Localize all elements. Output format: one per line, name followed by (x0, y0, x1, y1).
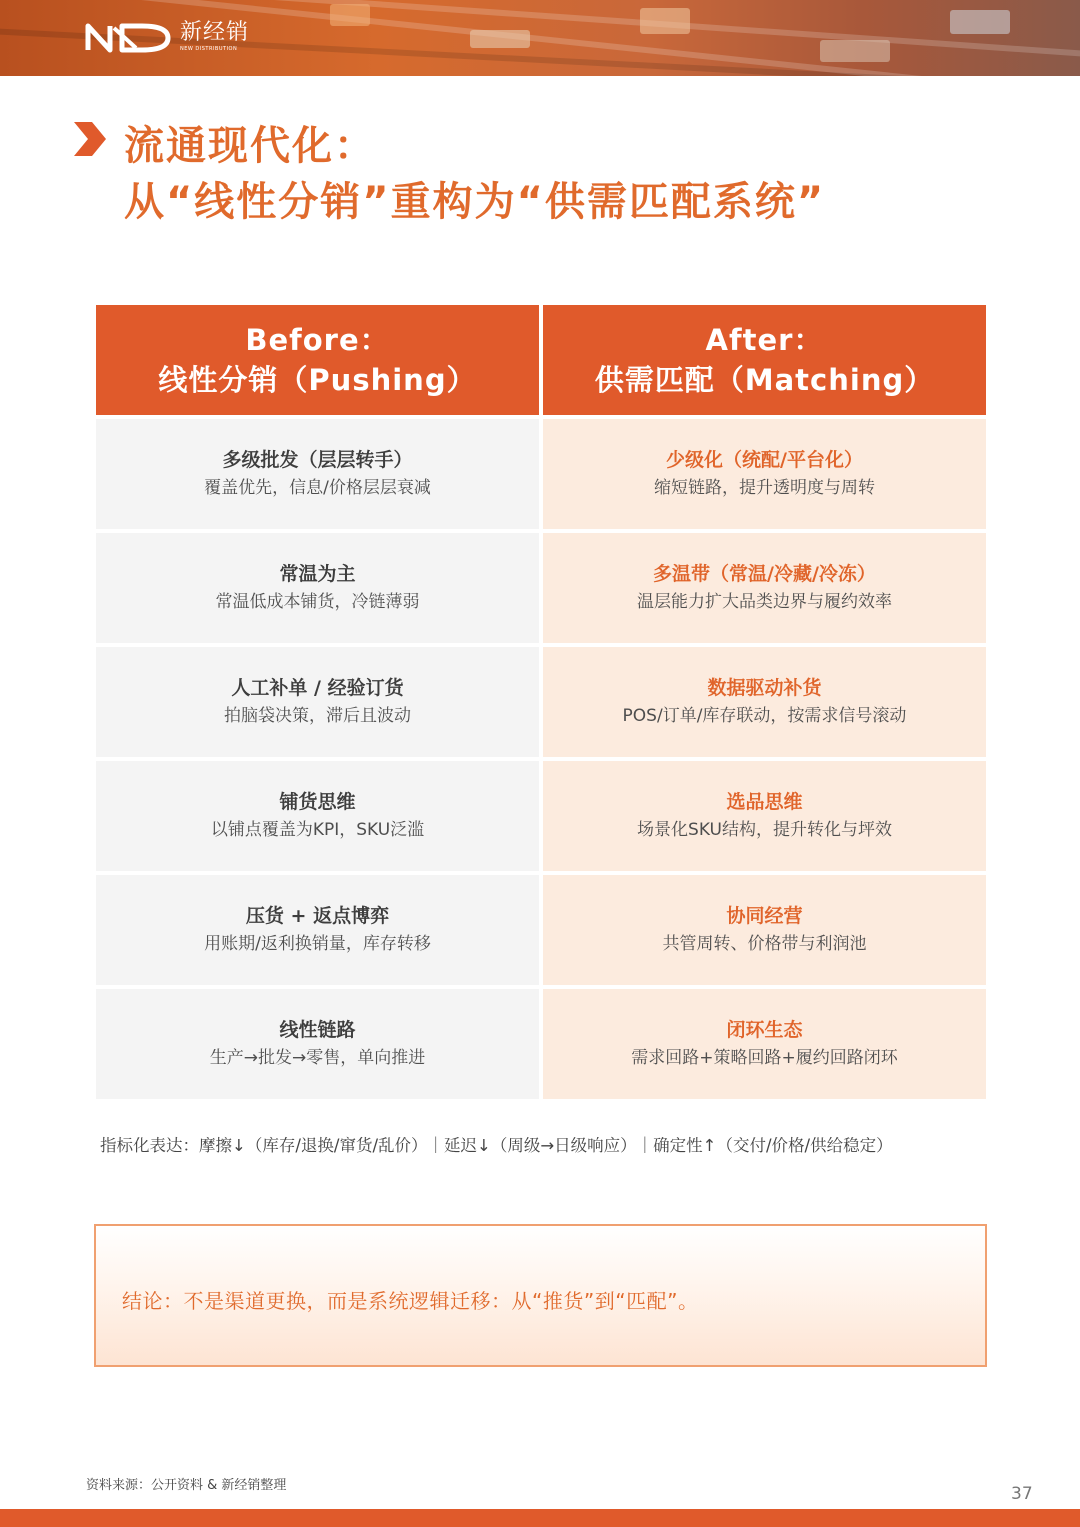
before-cell (96, 761, 539, 871)
after-cell (543, 533, 986, 643)
conclusion-text: 结论：不是渠道更换，而是系统逻辑迁移：从“推货”到“匹配”。 (122, 1289, 699, 1313)
after-cell-desc: 缩短链路，提升透明度与周转 (654, 478, 875, 498)
brand-logo (84, 20, 249, 54)
after-cell-desc: 共管周转、价格带与利润池 (662, 934, 867, 954)
before-cell (96, 989, 539, 1099)
after-cell-title: 数据驱动补货 (707, 677, 822, 699)
table-row (96, 419, 986, 529)
nd-logo-icon (84, 20, 172, 54)
after-header-line-1: After： (705, 323, 824, 357)
table-row (96, 533, 986, 643)
after-cell-title: 多温带（常温/冷藏/冷冻） (653, 563, 876, 585)
brand-name-cn: 新经销 (180, 20, 250, 45)
after-cell-desc: 场景化SKU结构，提升转化与坪效 (637, 820, 892, 840)
banner-product-decor (640, 8, 690, 34)
conclusion-box (94, 1224, 987, 1367)
after-cell (543, 761, 986, 871)
banner-product-decor (820, 40, 890, 62)
brand-text (180, 22, 249, 52)
before-cell (96, 647, 539, 757)
before-cell-title: 常温为主 (279, 563, 356, 585)
table-row (96, 875, 986, 985)
footer-accent-bar (0, 1509, 1080, 1527)
after-header-line-2: 供需匹配（Matching） (594, 363, 935, 397)
before-cell-title: 压货 + 返点博弈 (245, 905, 390, 927)
after-cell (543, 647, 986, 757)
header-banner (0, 0, 1080, 76)
before-cell-desc: 拍脑袋决策，滞后且波动 (224, 706, 411, 726)
before-cell-desc: 覆盖优先，信息/价格层层衰减 (204, 478, 431, 498)
before-cell (96, 875, 539, 985)
source-note: 资料来源：公开资料 & 新经销整理 (86, 1478, 287, 1493)
after-cell-desc: POS/订单/库存联动，按需求信号滚动 (622, 706, 907, 726)
after-cell (543, 989, 986, 1099)
after-cell-title: 闭环生态 (726, 1019, 803, 1041)
before-cell (96, 419, 539, 529)
before-header-line-1: Before： (245, 323, 390, 357)
table-header (96, 305, 986, 415)
before-cell-title: 铺货思维 (279, 791, 356, 813)
metrics-summary: 指标化表达：摩擦↓（库存/退换/窜货/乱价）｜延迟↓（周级→日级响应）｜确定性↑（交付/价格/供给稳定） (100, 1136, 893, 1155)
after-cell-title: 协同经营 (726, 905, 803, 927)
title-line-1: 流通现代化： (124, 123, 376, 169)
before-header (96, 305, 539, 415)
after-cell-desc: 需求回路+策略回路+履约回路闭环 (631, 1048, 898, 1068)
table-row (96, 647, 986, 757)
before-cell-desc: 以铺点覆盖为KPI，SKU泛滥 (210, 820, 425, 840)
before-cell-desc: 生产→批发→零售，单向推进 (209, 1048, 426, 1068)
chevron-right-icon (72, 120, 108, 158)
banner-product-decor (950, 10, 1010, 34)
after-cell-title: 少级化（统配/平台化） (666, 449, 863, 471)
banner-product-decor (470, 30, 530, 48)
comparison-table (96, 305, 986, 1099)
title-line-2: 从“线性分销”重构为“供需匹配系统” (124, 179, 826, 225)
after-header (543, 305, 986, 415)
table-row (96, 989, 986, 1099)
after-cell (543, 875, 986, 985)
before-cell-desc: 常温低成本铺货，冷链薄弱 (215, 592, 420, 612)
before-cell-title: 人工补单 / 经验订货 (231, 677, 404, 699)
table-row (96, 761, 986, 871)
before-cell-desc: 用账期/返利换销量，库存转移 (204, 934, 431, 954)
before-header-line-2: 线性分销（Pushing） (158, 363, 477, 397)
before-cell (96, 533, 539, 643)
after-cell-title: 选品思维 (726, 791, 803, 813)
page-number: 37 (1011, 1484, 1033, 1504)
after-cell (543, 419, 986, 529)
after-cell-desc: 温层能力扩大品类边界与履约效率 (637, 592, 892, 612)
before-cell-title: 多级批发（层层转手） (222, 449, 413, 471)
banner-product-decor (330, 4, 370, 26)
before-cell-title: 线性链路 (279, 1019, 356, 1041)
brand-name-en: NEW DISTRIBUTION (180, 46, 238, 52)
